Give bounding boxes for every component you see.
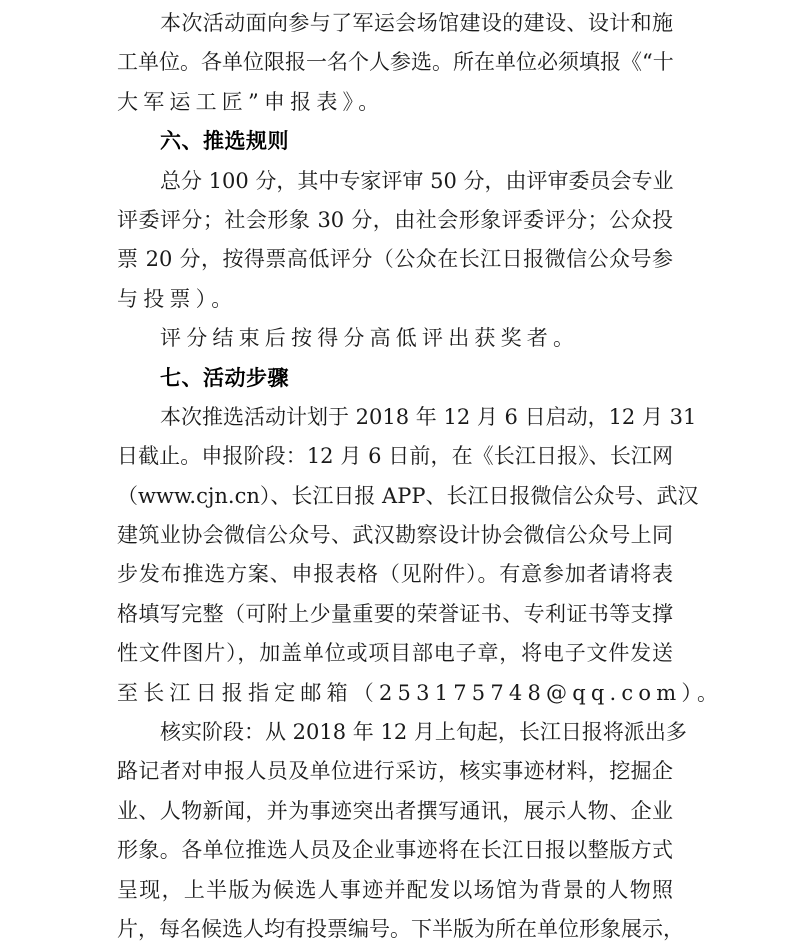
- paragraph-scoring: [117, 162, 673, 320]
- text-line: 性文件图片），加盖单位或项目部电子章，将电子文件发送: [117, 641, 673, 666]
- text-line: 总分 100 分，其中专家评审 50 分，由评审委员会专业: [160, 168, 674, 193]
- text-line: 本次活动面向参与了军运会场馆建设的建设、设计和施: [160, 11, 673, 35]
- text-line: 片，每名候选人均有投票编号。下半版为所在单位形象展示，: [117, 916, 684, 941]
- text-line: 日截止。申报阶段：12 月 6 日前，在《长江日报》、长江网: [117, 444, 673, 469]
- text-line: 呈现，上半版为候选人事迹并配发以场馆为背景的人物照: [117, 877, 673, 902]
- paragraph-award: [117, 319, 673, 358]
- paragraph-scope: [117, 4, 673, 122]
- text-line: 至长江日报指定邮箱（253175748@qq.com）。: [117, 680, 724, 705]
- section-heading-selection-rules: 六、推选规则: [160, 129, 289, 154]
- text-line: 大军运工匠”申报表》。: [117, 89, 385, 114]
- text-line: 步发布推选方案、申报表格（见附件）。有意参加者请将表: [117, 562, 673, 587]
- text-line: 核实阶段：从 2018 年 12 月上旬起，长江日报将派出多: [160, 720, 687, 745]
- document-page: [117, 4, 724, 949]
- section-heading-activity-steps: 七、活动步骤: [160, 365, 289, 390]
- text-line: 工单位。各单位限报一名个人参选。所在单位必须填报《“十: [117, 50, 674, 75]
- text-line: 业、人物新闻，并为事迹突出者撰写通讯，展示人物、企业: [117, 798, 673, 823]
- paragraph-application-stage: [117, 398, 724, 713]
- text-line: 与投票）。: [117, 286, 238, 311]
- text-line: 评分结束后按得分高低评出获奖者。: [160, 326, 580, 351]
- text-line: 路记者对申报人员及单位进行采访，核实事迹材料，挖掘企: [117, 759, 673, 784]
- text-line: 建筑业协会微信公众号、武汉勘察设计协会微信公众号上同: [117, 523, 673, 548]
- text-line: 票 20 分，按得票高低评分（公众在长江日报微信公众号参: [117, 247, 673, 272]
- paragraph-verification-stage: [117, 713, 687, 949]
- text-line: 评委评分；社会形象 30 分，由社会形象评委评分；公众投: [117, 207, 673, 232]
- text-line: 形象。各单位推选人员及企业事迹将在长江日报以整版方式: [117, 838, 673, 863]
- text-line: 格填写完整（可附上少量重要的荣誉证书、专利证书等支撑: [117, 601, 673, 626]
- text-line: 本次推选活动计划于 2018 年 12 月 6 日启动，12 月 31: [160, 404, 697, 429]
- text-line: （www.cjn.cn）、长江日报 APP、长江日报微信公众号、武汉: [117, 483, 699, 508]
